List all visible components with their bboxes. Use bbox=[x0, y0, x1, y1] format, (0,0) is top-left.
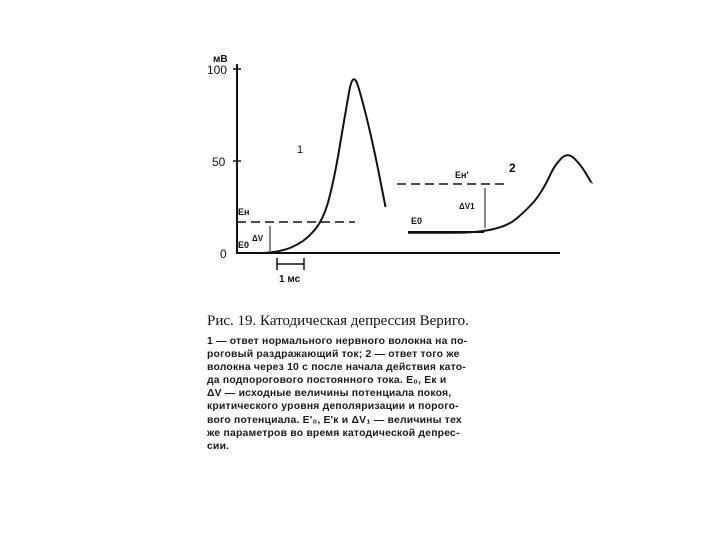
tick-label-100: 100 bbox=[207, 63, 228, 77]
caption-line: волокна через 10 с после начала действия като- bbox=[207, 362, 466, 374]
y-axis-label: мВ bbox=[213, 54, 228, 65]
caption-line: роговый раздражающий ток; 2 — ответ того же bbox=[207, 349, 460, 361]
s2-series-label: 2 bbox=[509, 161, 516, 175]
caption-line: ΔV — исходные величины потенциала покоя, bbox=[207, 388, 452, 400]
s2-rest-label: E0 bbox=[411, 216, 423, 226]
caption-line: же параметров во время катодической депрес- bbox=[207, 427, 460, 439]
tick-label-0: 0 bbox=[220, 247, 227, 261]
s2-threshold-label: Eн' bbox=[455, 170, 469, 180]
s1-rest-label: E0 bbox=[238, 240, 250, 250]
caption-line: критического уровня деполяризации и порого- bbox=[207, 401, 459, 413]
s1-delta-label: ΔV bbox=[252, 234, 264, 243]
tick-label-50: 50 bbox=[212, 155, 226, 169]
timescale-label: 1 мс bbox=[279, 274, 301, 285]
caption-title: Рис. 19. Катодическая депрессия Вериго. bbox=[207, 313, 469, 329]
series-1-curve bbox=[237, 79, 386, 253]
s2-delta-label: ΔV1 bbox=[459, 202, 475, 211]
series-2-curve bbox=[408, 155, 592, 233]
s1-threshold-label: Eн bbox=[238, 207, 250, 217]
caption-body bbox=[207, 335, 567, 453]
caption-line: вого потенциала. E'₀, E'к и ΔV₁ — величины тех bbox=[207, 414, 462, 426]
caption-line: сии. bbox=[207, 440, 230, 452]
caption-line: 1 — ответ нормального нервного волокна на по- bbox=[207, 336, 468, 347]
s1-series-label: 1 bbox=[297, 144, 304, 156]
caption-line: да подпорогового постоянного тока. E₀, Eк и bbox=[207, 375, 447, 387]
